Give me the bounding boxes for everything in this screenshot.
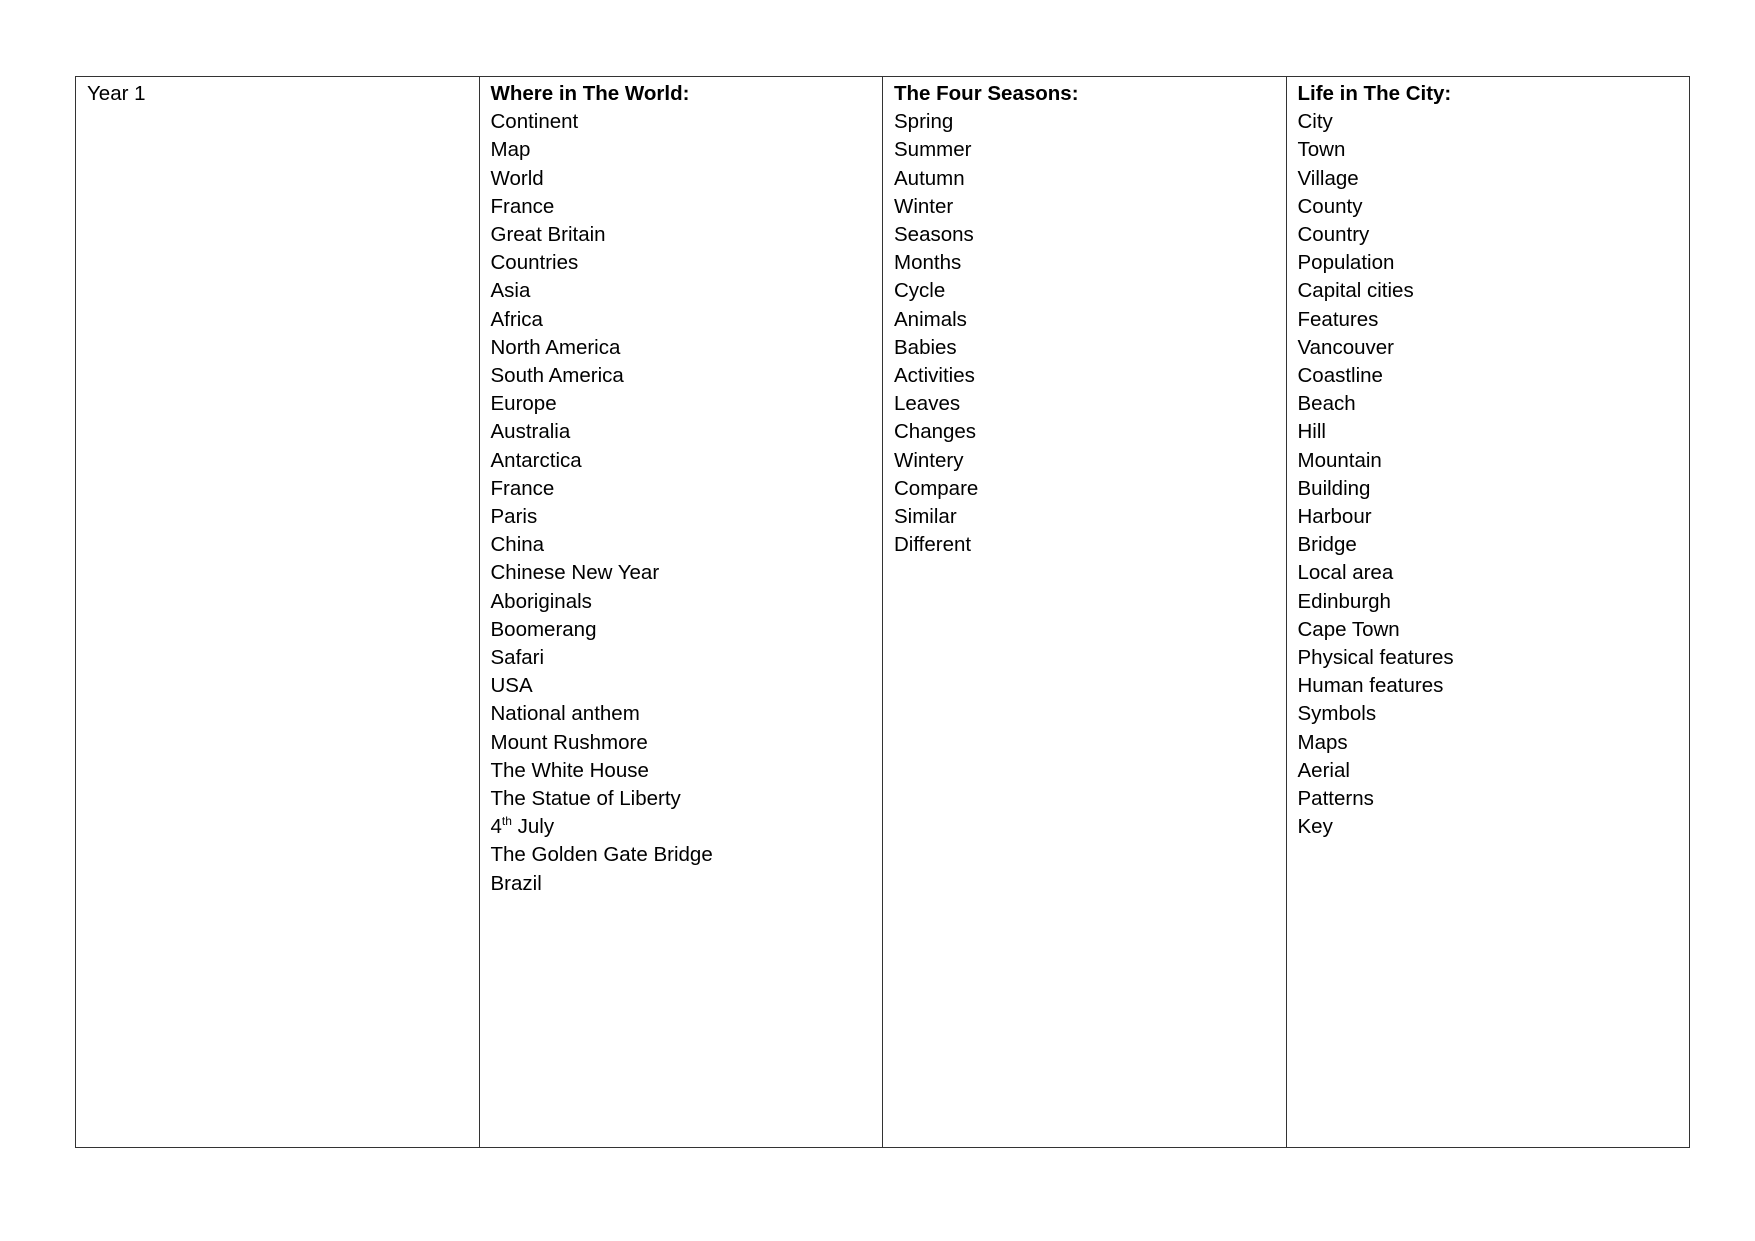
list-item: USA	[490, 674, 533, 698]
list-item: Different	[894, 533, 972, 557]
list-item: Symbols	[1297, 702, 1377, 726]
list-item: Autumn	[894, 166, 965, 190]
list-item: Asia	[490, 279, 531, 303]
list-item: Boomerang	[490, 617, 597, 641]
list-item: France	[490, 476, 555, 500]
list-item: Capital cities	[1297, 279, 1414, 303]
list-item: Hill	[1297, 420, 1326, 444]
word-list	[1298, 108, 1680, 841]
year-cell	[76, 77, 480, 1148]
list-item: The Statue of Liberty	[490, 787, 681, 811]
list-item: Village	[1297, 166, 1359, 190]
list-item: Aboriginals	[490, 589, 592, 613]
list-item: Great Britain	[490, 223, 606, 247]
list-item: Maps	[1297, 730, 1348, 754]
list-item: Babies	[894, 335, 957, 359]
topic-cell-life-in-the-city	[1286, 77, 1690, 1148]
list-item: France	[490, 194, 555, 218]
list-item: Building	[1297, 476, 1371, 500]
list-item: Coastline	[1297, 364, 1383, 388]
list-item: Leaves	[894, 392, 961, 416]
list-item: Mountain	[1297, 448, 1382, 472]
list-item: Aerial	[1297, 758, 1350, 782]
list-item: Activities	[894, 364, 975, 388]
list-item: Population	[1297, 251, 1395, 275]
topic-cell-where-in-the-world	[479, 77, 883, 1148]
list-item: Country	[1297, 223, 1370, 247]
topic-title: The Four Seasons:	[894, 82, 1079, 105]
list-item: Human features	[1297, 674, 1444, 698]
list-item: Safari	[490, 646, 545, 670]
list-item: Compare	[894, 476, 979, 500]
list-item: Changes	[894, 420, 977, 444]
ordinal-suffix: th	[501, 814, 512, 829]
list-item: Key	[1297, 815, 1333, 839]
list-item: Chinese New Year	[490, 561, 660, 585]
list-item: China	[490, 533, 545, 557]
list-item: Spring	[894, 110, 954, 134]
list-item: Similar	[894, 505, 957, 529]
table-row	[76, 77, 1690, 1148]
topic-title: Where in The World:	[490, 82, 690, 105]
list-item: Wintery	[894, 448, 964, 472]
list-item: Antarctica	[490, 448, 582, 472]
list-item: Brazil	[490, 871, 542, 895]
list-item: Harbour	[1297, 505, 1372, 529]
list-item: Features	[1297, 307, 1379, 331]
list-item: Bridge	[1297, 533, 1357, 557]
list-item: Continent	[490, 110, 579, 134]
list-item: Seasons	[894, 223, 974, 247]
word-rest: July	[511, 815, 555, 839]
list-item: The White House	[490, 758, 649, 782]
word-base: 4	[490, 815, 502, 839]
list-item: Mount Rushmore	[490, 730, 648, 754]
list-item: Cape Town	[1297, 617, 1400, 641]
list-item: Europe	[490, 392, 557, 416]
word-list	[491, 108, 873, 898]
list-item: Months	[894, 251, 962, 275]
topic-cell-four-seasons	[883, 77, 1287, 1148]
list-item: Paris	[490, 505, 538, 529]
list-item: Summer	[894, 138, 972, 162]
list-item: Town	[1297, 138, 1346, 162]
list-item: County	[1297, 194, 1363, 218]
list-item: Map	[490, 138, 531, 162]
word-list	[894, 108, 1276, 559]
list-item: Animals	[894, 307, 967, 331]
list-item: Edinburgh	[1297, 589, 1391, 613]
topic-title: Life in The City:	[1297, 82, 1452, 105]
list-item: South America	[490, 364, 624, 388]
list-item: National anthem	[490, 702, 640, 726]
list-item: Local area	[1297, 561, 1394, 585]
list-item	[491, 813, 873, 841]
list-item: Beach	[1297, 392, 1356, 416]
list-item: Winter	[894, 194, 954, 218]
year-label: Year 1	[87, 82, 146, 105]
list-item: The Golden Gate Bridge	[490, 843, 713, 867]
list-item: Australia	[490, 420, 571, 444]
list-item: Countries	[490, 251, 579, 275]
list-item: Physical features	[1297, 646, 1454, 670]
list-item: Patterns	[1297, 787, 1374, 811]
list-item: World	[490, 166, 544, 190]
list-item: City	[1297, 110, 1333, 134]
vocabulary-table	[75, 76, 1690, 1148]
list-item: Africa	[490, 307, 543, 331]
list-item: North America	[490, 335, 621, 359]
list-item: Vancouver	[1297, 335, 1394, 359]
list-item: Cycle	[894, 279, 946, 303]
